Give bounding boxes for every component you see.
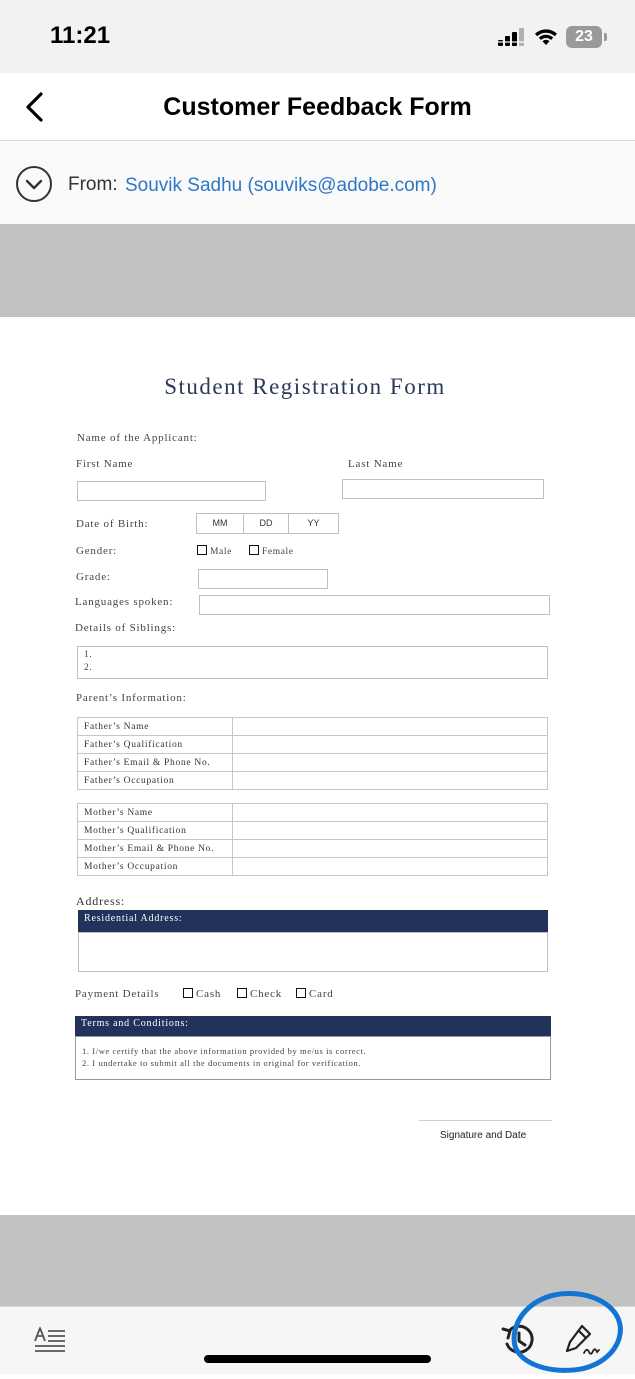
last-name-field[interactable]: [342, 479, 544, 499]
parents-info-label: Parent’s Information:: [76, 692, 187, 704]
terms-box: [75, 1036, 551, 1080]
last-name-label: Last Name: [348, 458, 404, 470]
dob-year[interactable]: YY: [307, 518, 320, 528]
payment-card-label: Card: [309, 988, 334, 1000]
table-row: [78, 804, 548, 822]
gender-male-label: Male: [210, 547, 232, 557]
father-info-table: [77, 717, 548, 790]
text-reflow-icon[interactable]: [33, 1325, 67, 1357]
home-indicator: [204, 1355, 431, 1363]
mother-name-field[interactable]: [233, 804, 548, 822]
father-name-field[interactable]: [233, 718, 548, 736]
status-bar: [0, 0, 635, 73]
languages-label: Languages spoken:: [75, 596, 174, 608]
terms-line-1: 1. I/we certify that the above information provided by me/us is correct.: [82, 1046, 367, 1056]
document-page[interactable]: [0, 317, 635, 1215]
residential-address-header: Residential Address:: [78, 910, 548, 932]
checkbox-icon[interactable]: [237, 988, 247, 998]
gender-male-option[interactable]: [197, 545, 232, 557]
name-of-applicant-label: Name of the Applicant:: [77, 432, 198, 444]
mother-qualification-field[interactable]: [233, 822, 548, 840]
payment-card-option[interactable]: [296, 988, 334, 1000]
father-name-label: Father’s Name: [78, 718, 233, 736]
first-name-label: First Name: [76, 458, 134, 470]
father-email-phone-field[interactable]: [233, 754, 548, 772]
from-label: From:: [68, 174, 118, 195]
checkbox-icon[interactable]: [249, 545, 259, 555]
mother-occupation-field[interactable]: [233, 858, 548, 876]
document-gutter-top: [0, 224, 635, 317]
cellular-signal-icon: [498, 28, 526, 46]
table-row: [78, 718, 548, 736]
gender-label: Gender:: [76, 545, 118, 557]
battery-cap-icon: [604, 33, 607, 41]
address-label: Address:: [76, 894, 126, 908]
signature-date-label: Signature and Date: [440, 1130, 527, 1141]
table-row: [78, 772, 548, 790]
chevron-down-icon: [18, 168, 50, 200]
mother-qualification-label: Mother’s Qualification: [78, 822, 233, 840]
payment-cash-option[interactable]: [183, 988, 221, 1000]
father-occupation-label: Father’s Occupation: [78, 772, 233, 790]
dob-field[interactable]: [196, 513, 339, 534]
residential-address-field[interactable]: [78, 932, 548, 972]
table-row: [78, 736, 548, 754]
checkbox-icon[interactable]: [296, 988, 306, 998]
signature-line: [419, 1120, 552, 1121]
gender-female-label: Female: [262, 547, 294, 557]
father-qualification-field[interactable]: [233, 736, 548, 754]
siblings-label: Details of Siblings:: [75, 622, 176, 634]
siblings-field[interactable]: [77, 646, 548, 679]
father-qualification-label: Father’s Qualification: [78, 736, 233, 754]
dob-day[interactable]: DD: [244, 514, 289, 533]
sibling-1-label: 1.: [84, 650, 93, 660]
mother-name-label: Mother’s Name: [78, 804, 233, 822]
terms-header: Terms and Conditions:: [75, 1016, 551, 1036]
terms-line-2: 2. I undertake to submit all the documents in original for verification.: [82, 1058, 362, 1068]
table-row: [78, 822, 548, 840]
grade-label: Grade:: [76, 571, 111, 583]
table-row: [78, 858, 548, 876]
navigation-bar: [0, 73, 635, 141]
dob-month[interactable]: MM: [197, 514, 244, 533]
payment-check-label: Check: [250, 988, 283, 1000]
document-gutter-bottom: [0, 1215, 635, 1306]
checkbox-icon[interactable]: [183, 988, 193, 998]
status-icons: [498, 26, 607, 48]
form-title: Student Registration Form: [164, 374, 446, 399]
table-row: [78, 840, 548, 858]
table-row: [78, 754, 548, 772]
expand-sender-button[interactable]: [16, 166, 52, 202]
first-name-field[interactable]: [77, 481, 266, 501]
from-bar: [0, 142, 635, 224]
mother-occupation-label: Mother’s Occupation: [78, 858, 233, 876]
mother-info-table: [77, 803, 548, 876]
gender-female-option[interactable]: [249, 545, 294, 557]
payment-cash-label: Cash: [196, 988, 222, 1000]
sibling-2-label: 2.: [84, 663, 93, 673]
wifi-icon: [534, 28, 558, 46]
payment-check-option[interactable]: [237, 988, 282, 1000]
mother-email-phone-label: Mother’s Email & Phone No.: [78, 840, 233, 858]
status-time: 11:21: [50, 22, 111, 49]
mother-email-phone-field[interactable]: [233, 840, 548, 858]
father-email-phone-label: Father’s Email & Phone No.: [78, 754, 233, 772]
languages-field[interactable]: [199, 595, 550, 615]
sender-link[interactable]: Souvik Sadhu (souviks@adobe.com): [125, 175, 437, 196]
dob-label: Date of Birth:: [76, 518, 149, 530]
payment-details-label: Payment Details: [75, 988, 160, 1000]
grade-field[interactable]: [198, 569, 328, 589]
father-occupation-field[interactable]: [233, 772, 548, 790]
battery-indicator: 23: [566, 26, 602, 48]
checkbox-icon[interactable]: [197, 545, 207, 555]
page-title: Customer Feedback Form: [163, 93, 472, 121]
